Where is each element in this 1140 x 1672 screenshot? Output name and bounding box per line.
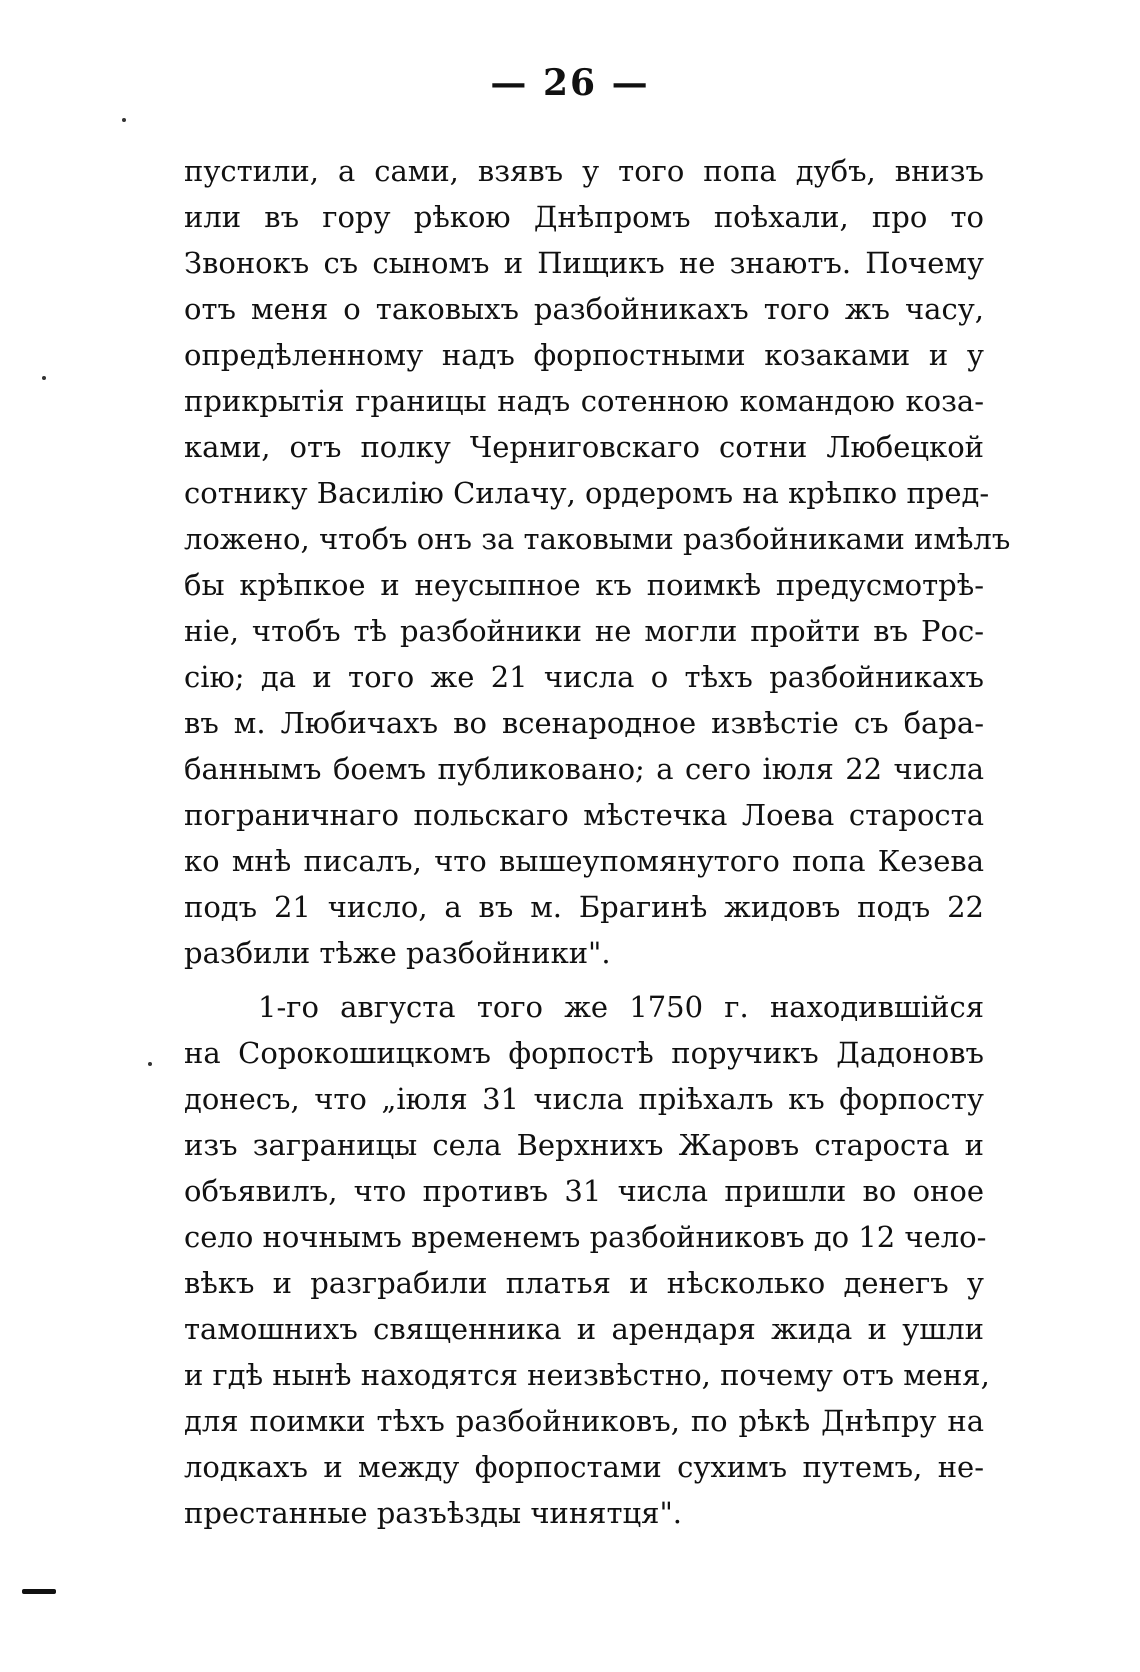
text-line: сотнику Василію Силачу, ордеромъ на крѣпко пред- [184,476,990,510]
text-line: 1-го августа того же 1750 г. находившійся [258,990,984,1024]
text-line: сію; да и того же 21 числа о тѣхъ разбойникахъ [184,660,984,694]
paragraph-1 [184,148,1011,976]
text-line: прикрытія границы надъ сотенною командою коза- [184,384,984,418]
text-line: Звонокъ съ сыномъ и Пищикъ не знаютъ. Почему [184,246,984,280]
text-line: отъ меня о таковыхъ разбойникахъ того жъ часу, [184,292,984,326]
text-line: ко мнѣ писалъ, что вышеупомянутого попа Кезева [184,844,984,878]
page-number: — 26 — [490,62,650,104]
paragraph-2 [184,984,990,1536]
text-line: разбили тѣже разбойники". [184,936,611,970]
text-line: пограничнаго польскаго мѣстечка Лоева староста [184,798,984,832]
text-line: для поимки тѣхъ разбойниковъ, по рѣкѣ Днѣпру на [184,1404,984,1438]
text-line: подъ 21 число, а въ м. Брагинѣ жидовъ подъ 22 [184,890,984,924]
text-line: опредѣленному надъ форпостными козаками и у [184,338,984,372]
text-line: изъ заграницы села Верхнихъ Жаровъ староста и [184,1128,984,1162]
text-line: село ночнымъ временемъ разбойниковъ до 12 чело- [184,1220,987,1254]
text-line: ложено, чтобъ онъ за таковыми разбойниками имѣлъ [184,522,1011,556]
text-line: пустили, а сами, взявъ у того попа дубъ, внизъ [184,154,984,188]
text-line: ками, отъ полку Черниговскаго сотни Любецкой [184,430,984,464]
margin-dash-mark [22,1589,56,1594]
text-line: и гдѣ нынѣ находятся неизвѣстно, почему отъ меня, [184,1358,990,1392]
text-line: ніе, чтобъ тѣ разбойники не могли пройти въ Рос- [184,614,984,648]
text-line: лодкахъ и между форпостами сухимъ путемъ, не- [184,1450,984,1484]
text-line: или въ гору рѣкою Днѣпромъ поѣхали, про то [184,200,984,234]
text-line: вѣкъ и разграбили платья и нѣсколько денегъ у [184,1266,984,1300]
text-line: объявилъ, что противъ 31 числа пришли во оное [184,1174,984,1208]
scan-speck [42,376,46,380]
text-line: баннымъ боемъ публиковано; а сего іюля 22 числа [184,752,984,786]
scan-speck [122,118,126,122]
body-text [184,148,1011,1536]
text-line: на Сорокошицкомъ форпостѣ поручикъ Дадоновъ [184,1036,984,1070]
scan-speck [148,1062,152,1066]
text-line: престанные разъѣзды чинятця". [184,1496,682,1530]
text-line: бы крѣпкое и неусыпное къ поимкѣ предусмотрѣ- [184,568,984,602]
text-line: донесъ, что „іюля 31 числа пріѣхалъ къ форпосту [184,1082,984,1116]
paragraph-gap [184,976,984,984]
text-line: въ м. Любичахъ во всенародное извѣстіе съ бара- [184,706,984,740]
text-line: тамошнихъ священника и арендаря жида и ушли [184,1312,984,1346]
